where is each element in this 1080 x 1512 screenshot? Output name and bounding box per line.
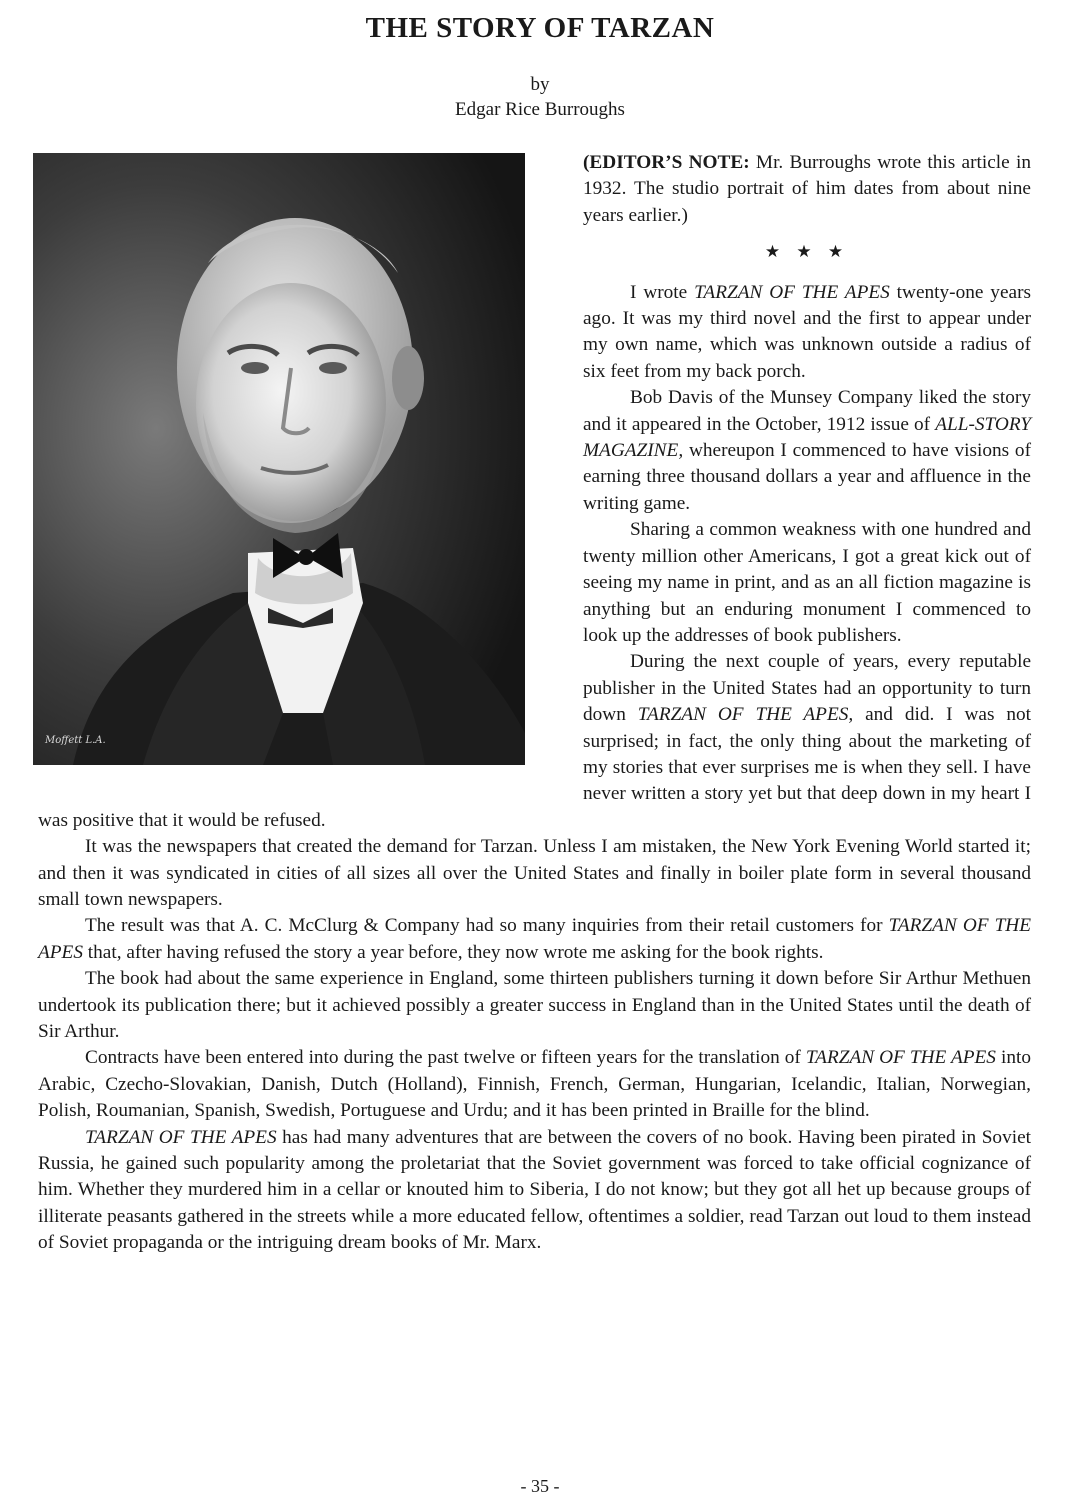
book-title: TARZAN OF THE APES, [637, 704, 854, 726]
magazine-title: ALL-STORY MAGAZINE, [583, 413, 1031, 462]
book-title: TARZAN OF THE APES [694, 281, 890, 303]
editors-note-label: (EDITOR’S NOTE: [583, 152, 750, 173]
paragraph-text: It was the newspapers that created the demand for Tarzan. Unless I am mistaken, the New York Evening World started it; and then it was syndicated in cities of all sizes all over the United States and finally in boiler plate form in several thousand small town newspapers. [38, 836, 1031, 910]
paragraph-text: whereupon I commenced to have visions of earning three thousand dollars a year and affluence in the writing game. [583, 440, 1031, 514]
article-title: THE STORY OF TARZAN [365, 12, 715, 44]
paragraph-text: I wrote [630, 281, 695, 303]
editors-note-text: Mr. Burroughs wrote this article in 1932. The studio portrait of him dates from about nine years earlier.) [583, 152, 1031, 226]
paragraph [38, 966, 1031, 1045]
paragraph [38, 1125, 1031, 1257]
byline-author: Edgar Rice Burroughs [455, 99, 625, 120]
paragraph [38, 1045, 1031, 1124]
paragraph-text: The book had about the same experience in England, some thirteen publishers turning it down before Sir Arthur Methuen undertook its publication there; but it achieved possibly a greater success in England than in the United States until the death of Sir Arthur. [38, 968, 1031, 1042]
byline [0, 72, 1080, 122]
paragraph-text: Sharing a common weakness with one hundred and twenty million other Americans, I got a great kick out of seeing my name in print, and as an all fiction magazine is anything but an enduring monument I commenced to look up the addresses of book publishers. [583, 519, 1031, 646]
paragraph-text: The result was that A. C. McClurg & Company had so many inquiries from their retail customers for [85, 915, 889, 937]
paragraph-text: Bob Davis of the Munsey Company liked the story and it appeared in the October, 1912 issue of [583, 387, 1031, 435]
byline-by: by [530, 74, 550, 95]
book-title: TARZAN OF THE APES [85, 1126, 277, 1148]
photographer-signature: Moffett L.A. [45, 735, 106, 746]
page-number: - 35 - [520, 1476, 560, 1496]
article-body [38, 150, 1031, 1257]
book-title: TARZAN OF THE APES [38, 915, 1031, 963]
paragraph-text: and did. I was not surprised; in fact, the only thing about the marketing of my stories that ever surprises me is when they sell. I have never written a story yet but that deep down in my heart I was positive that it would be refused. [38, 704, 1031, 831]
paragraph [38, 913, 1031, 966]
paragraph-text: Contracts have been entered into during the past twelve or fifteen years for the translation of [85, 1047, 806, 1069]
paragraph-text: has had many adventures that are between the covers of no book. Having been pirated in Soviet Russia, he gained such popularity among the proletariat that the Soviet government was forced to take official cognizance of him. Whether they murdered him in a cellar or knouted him to Siberia, I do not know; but they got all het up because groups of illiterate peasants gathered in the streets while a more educated fellow, oftentimes a soldier, read Tarzan out loud to them instead of Soviet propaganda or the intriguing dream books of Mr. Marx. [38, 1126, 1031, 1254]
paragraph-text: During the next couple of years, every reputable publisher in the United States had an opportunity to turn down [583, 651, 1031, 726]
paragraph-text: that, after having refused the story a year before, they now wrote me asking for the book rights. [82, 941, 824, 963]
section-divider-stars: ★ ★ ★ [764, 242, 850, 262]
book-title: TARZAN OF THE APES [805, 1047, 996, 1069]
paragraph-text: into Arabic, Czecho-Slovakian, Danish, Dutch (Holland), Finnish, French, German, Hungarian, Icelandic, Italian, Norwegian, Polish, Roumanian, Spanish, Swedish, Portuguese and Urdu; and it has been printed in Braille for the blind. [38, 1047, 1031, 1122]
paragraph [38, 834, 1031, 913]
paragraph-text: twenty-one years ago. It was my third novel and the first to appear under my own name, which was unknown outside a radius of six feet from my back porch. [583, 281, 1031, 382]
